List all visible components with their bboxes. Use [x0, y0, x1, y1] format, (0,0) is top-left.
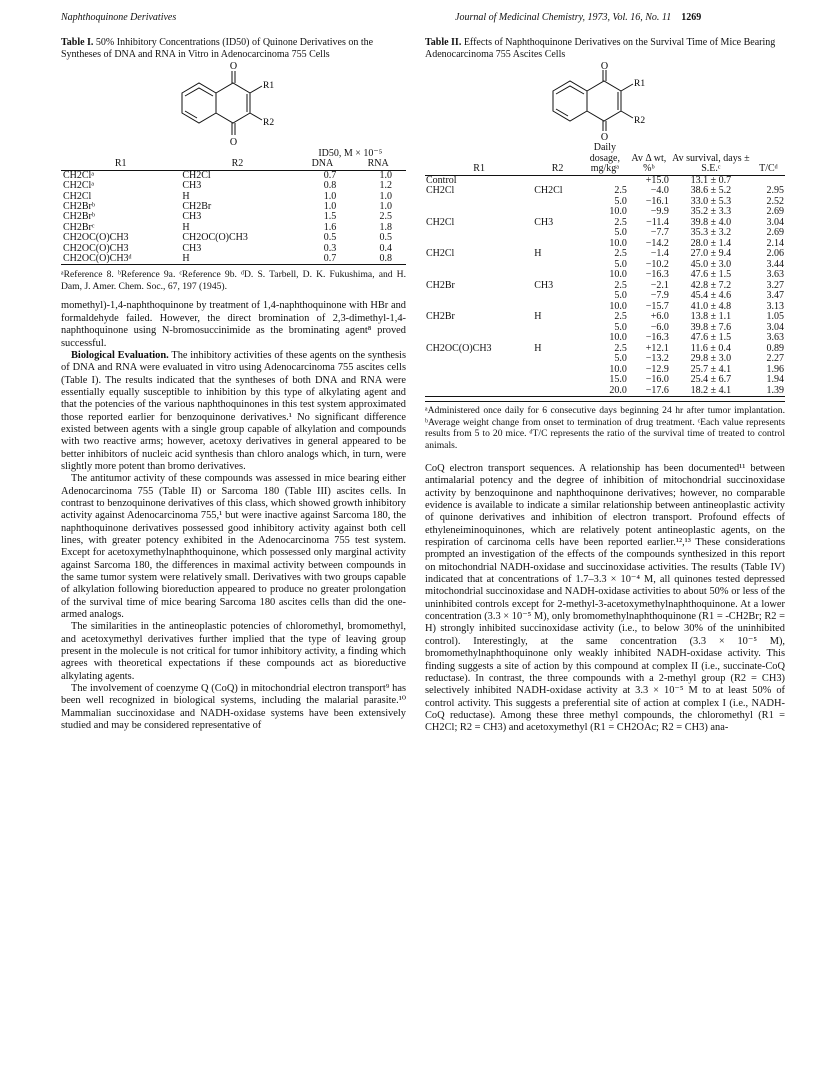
cell-r1	[425, 333, 533, 344]
table2-body	[425, 175, 785, 397]
cell-weight: −7.7	[650, 227, 669, 238]
cell-r2: CH2Cl	[182, 169, 211, 181]
cell-r1: Control	[426, 174, 457, 186]
cell-dosage: 20.0	[609, 384, 627, 396]
cell-survival: 13.8 ± 1.1	[690, 311, 732, 322]
cell-weight: −16.3	[645, 269, 669, 280]
cell-dna: 0.7	[323, 253, 337, 265]
cell-dosage: 2.5	[614, 342, 627, 354]
cell-r2: H	[534, 248, 542, 259]
table-row	[425, 249, 785, 260]
cell-r1	[425, 291, 533, 302]
table1-title: 50% Inhibitory Concentrations (ID50) of Quinone Derivatives on the Syntheses of DNA and RNA in Vitro in Adenocarcinoma 755 Cells	[61, 37, 374, 60]
cell-survival: 33.0 ± 5.3	[690, 195, 732, 207]
cell-r2	[533, 291, 582, 302]
cell-survival: 38.6 ± 5.2	[690, 185, 732, 196]
table-row	[425, 302, 785, 313]
cell-r1	[425, 197, 533, 208]
table1	[61, 149, 406, 265]
cell-weight: −9.9	[650, 206, 669, 217]
cell-tc: 3.27	[766, 279, 784, 291]
cell-weight: −4.0	[650, 185, 669, 196]
cell-dosage: 10.0	[609, 269, 627, 280]
cell-weight: −2.1	[650, 279, 669, 291]
cell-weight: −16.0	[645, 374, 669, 385]
running-header-left: Naphthoquinone Derivatives	[61, 12, 177, 23]
cell-r2	[533, 365, 582, 376]
cell-r1	[425, 386, 533, 397]
table-row	[425, 312, 785, 323]
oxygen-bottom-label: O	[229, 137, 237, 147]
cell-weight: −14.2	[645, 237, 669, 249]
cell-tc: 1.96	[766, 363, 784, 375]
cell-dosage: 10.0	[609, 332, 627, 343]
cell-tc: 3.63	[766, 269, 784, 280]
table2	[425, 143, 785, 397]
cell-dna: 1.0	[323, 201, 337, 213]
r2-label: R2	[634, 116, 646, 126]
cell-tc: 1.39	[766, 384, 784, 396]
cell-survival: 39.8 ± 4.0	[690, 216, 732, 228]
table-row	[425, 260, 785, 271]
cell-rna: 0.4	[379, 242, 392, 254]
cell-tc: 1.94	[766, 374, 784, 385]
cell-r1	[425, 375, 533, 386]
table-row	[425, 386, 785, 397]
cell-r2: CH3	[182, 242, 202, 254]
cell-survival: 42.8 ± 7.2	[690, 279, 732, 291]
cell-tc: 3.44	[766, 258, 784, 270]
cell-tc: 0.89	[766, 342, 784, 354]
cell-dosage: 5.0	[614, 195, 627, 207]
oxygen-bottom-label: O	[600, 132, 609, 141]
cell-r1: CH2Brᵇ	[63, 201, 95, 213]
table-row	[425, 281, 785, 292]
table2-caption	[425, 37, 785, 61]
cell-tc: 3.47	[766, 290, 784, 301]
cell-r1: CH2Cl	[426, 248, 455, 259]
cell-survival: 45.0 ± 3.0	[690, 258, 732, 270]
cell-r1: CH2Cl	[426, 185, 455, 196]
cell-dosage: 5.0	[614, 258, 627, 270]
cell-r1: CH2Brᶜ	[63, 221, 95, 233]
table1-col-dna: DNA	[311, 158, 334, 170]
table2-col-tc: T/Cᵈ	[759, 163, 778, 174]
cell-r2: CH2OC(O)CH3	[182, 232, 248, 244]
cell-r1: CH2Cl	[63, 190, 92, 202]
cell-dosage: 2.5	[614, 216, 627, 228]
cell-rna: 1.2	[379, 180, 392, 192]
left-column	[61, 37, 406, 733]
left-body-text	[61, 300, 406, 732]
table-row	[425, 375, 785, 386]
table2-col-r2: R2	[551, 163, 564, 174]
oxygen-top-label: O	[229, 61, 237, 72]
paragraph: CoQ electron transport sequences. A relationship has been documented¹¹ between antimalarial potency and the degree of inhibition of mitochondrial succinoxidase activity by benzoquinone and naphthoquinone derivatives; however, no comparable evidence is available to indicate a similar relationship between antineoplastic activity of quinone derivatives and inhibition of electron transport. Profound effects of ethyleneiminoquinones, which are relatively potent antineoplastic agents, on the respiration of carcinoma cells have been reported earlier.¹²,¹³ These considerations prompted an investigation of the effects of the compounds synthesized in this report on mitochondrial NADH-oxidase and succinoxidase activities. The results (Table IV) indicated that at concentrations of 1.7–3.3 × 10⁻⁴ M, all quinones tested depressed mitochondrial succinoxidase and NADH-oxidase activities to about 50% or less of the uninhibited controls except for 2-methyl-3-acetoxymethylnaphthoquinone. At a lower concentration (3.3 × 10⁻⁵ M), only bromomethylnaphthoquinone (R1 = -CH2Br; R2 = H) strongly inhibited succinoxidase activity (i.e., to below 30% of the uninhibited control). Interestingly, at the same concentration (3.3 × 10⁻⁵ M), bromomethylnaphthoquinone only weakly inhibited NADH-oxidase activity. This finding suggests a site of action by this compound at complex II (i.e., succinate-CoQ reductase). In contrast, the three compounds with a 2-methyl group (R2 = CH3) selectively inhibited NADH-oxidase activity at 3.3 × 10⁻⁵ M to at least 50% of control activity. This suggests a preferential site of action at complex I (i.e., NADH-CoQ reductase). Among these three methyl compounds, the chloromethyl (R1 = CH2Cl; R2 = CH3) and acetoxymethyl (R1 = CH2OAc; R2 = CH3) ana-	[425, 463, 785, 734]
cell-r2: CH3	[534, 279, 554, 291]
table-row	[425, 291, 785, 302]
cell-tc: 2.27	[766, 353, 784, 364]
cell-dna: 0.7	[323, 169, 337, 181]
cell-survival: 25.4 ± 6.7	[690, 374, 732, 385]
cell-dosage: 10.0	[609, 237, 627, 249]
table1-col-r1: R1	[114, 158, 127, 170]
cell-r2: CH3	[182, 180, 202, 192]
cell-tc: 2.95	[766, 185, 784, 196]
table-row	[425, 207, 785, 218]
cell-dna: 0.5	[323, 232, 337, 244]
cell-dna: 0.3	[323, 242, 337, 254]
cell-r2	[533, 270, 582, 281]
oxygen-top-label: O	[600, 61, 609, 72]
cell-tc: 3.13	[766, 300, 784, 312]
table-row	[425, 228, 785, 239]
cell-rna: 1.0	[379, 201, 392, 213]
paragraph: The antitumor activity of these compounds was assessed in mice bearing either Adenocarcinoma 755 (Table II) or Sarcoma 180 (Table III) ascites cells. In contrast to benzoquinone derivatives of this class, which showed growth inhibitory activity against Adenocarcinoma 755,¹ but were inactive against Sarcoma 180, the naphthoquinone derivatives possessed good inhibitory activity against both cell lines, with greater potency exhibited in the Adenocarcinoma 755 test system. Except for acetoxymethylnaphthoquinone, which possessed only marginal activity against Sarcoma 180, the differences in maximal activity between compounds in the same tumor system were relatively small. Derivatives with two groups capable of alkylation following bioreduction appeared to produce no greater prolongation of the survival time of mice bearing Sarcoma 180 ascites cells than did the one-armed analogs.	[61, 473, 406, 621]
r1-label: R1	[262, 81, 274, 91]
cell-dna: 0.8	[323, 180, 337, 192]
cell-r2: H	[534, 311, 542, 322]
table-row	[425, 333, 785, 344]
cell-r1	[425, 270, 533, 281]
paragraph: momethyl)-1,4-naphthoquinone by treatment of 1,4-naphthoquinone with HBr and formaldehyde failed. However, the direct bromination of 2,3-dimethyl-1,4-naphthoquinone using N-bromosuccinimide as the brominating agent⁸ proved successful.	[61, 300, 406, 349]
table-row	[425, 365, 785, 376]
table1-label: Table I.	[61, 37, 94, 48]
table-row	[61, 202, 406, 212]
naphthoquinone-structure	[144, 61, 324, 147]
table-row	[425, 344, 785, 355]
paragraph	[61, 350, 406, 473]
cell-r1	[425, 207, 533, 218]
cell-tc: 3.04	[766, 321, 784, 333]
table-row	[425, 323, 785, 334]
cell-weight: +15.0	[645, 174, 669, 186]
table-row	[425, 270, 785, 281]
cell-r2: CH3	[182, 211, 202, 223]
table-row	[425, 239, 785, 250]
cell-weight: −15.7	[645, 300, 669, 312]
table2-col-weight: Av Δ wt, %ᵇ	[631, 152, 667, 174]
cell-tc: 2.52	[766, 195, 784, 207]
cell-dosage: 5.0	[614, 227, 627, 238]
cell-rna: 1.8	[379, 221, 392, 233]
right-column	[425, 37, 785, 735]
cell-r2: CH2Br	[182, 201, 212, 213]
paragraph-text: The inhibitory activities of these agents on the synthesis of DNA and RNA were evaluated in vitro using Adenocarcinoma 755 ascites cells (Table I). The results indicated that the syntheses of both DNA and RNA were essentially equally susceptible to inhibition by this type of alkylating agent and that the potencies of the various naphthoquinones in this test system approximated those reported earlier for benzoquinone derivatives.¹ No significant difference existed between agents with a single group capable of alkylation and compounds with two reactive arms; however, acetoxy derivatives in general appeared to be better inhibitors of nucleic acid synthesis than chloro analogs which, in turn, were slightly more potent than bromo derivatives.	[61, 349, 406, 472]
cell-survival: 11.6 ± 0.4	[690, 342, 731, 354]
cell-rna: 0.8	[379, 253, 392, 265]
cell-tc: 3.63	[766, 332, 784, 343]
table2-title: Effects of Naphthoquinone Derivatives on the Survival Time of Mice Bearing Adenocarcinoma 755 Ascites Cells	[425, 37, 776, 60]
table-row	[425, 175, 785, 186]
cell-dosage: 5.0	[614, 290, 627, 301]
cell-survival: 28.0 ± 1.4	[690, 237, 732, 249]
table1-footnote: ᵃReference 8. ᵇReference 9a. ᶜReference 9b. ᵈD. S. Tarbell, D. K. Fukushima, and H. Dam, J. Amer. Chem. Soc., 67, 197 (1945).	[61, 269, 406, 292]
cell-r2	[533, 207, 582, 218]
cell-r1	[425, 323, 533, 334]
r1-label: R1	[634, 79, 646, 89]
cell-rna: 2.5	[379, 211, 392, 223]
cell-r1: CH2OC(O)CH3	[63, 232, 129, 244]
section-heading: Biological Evaluation.	[71, 349, 169, 361]
table2-col-survival: Av survival, days ± S.E.ᶜ	[672, 152, 750, 174]
cell-r1: CH2OC(O)CH3	[426, 342, 492, 354]
cell-r1: CH2Clᵃ	[63, 169, 95, 181]
r2-label: R2	[262, 118, 274, 128]
table-row	[61, 181, 406, 191]
page-number: 1269	[681, 12, 702, 23]
cell-dosage: 2.5	[614, 248, 627, 259]
cell-r1	[425, 260, 533, 271]
table-row	[61, 170, 406, 181]
cell-weight: −17.6	[645, 384, 669, 396]
cell-weight: −1.4	[650, 248, 669, 259]
cell-survival: 47.6 ± 1.5	[690, 332, 732, 343]
table1-group-header: ID50, M × 10⁻⁵	[318, 148, 383, 159]
paragraph: The involvement of coenzyme Q (CoQ) in mitochondrial electron transport⁹ has been well recognized in biological systems, including the malarial parasite.¹⁰ Mammalian succinoxidase and NADH-oxidase systems have been extensively studied and may be considered representative of	[61, 683, 406, 732]
cell-r2: H	[182, 221, 190, 233]
table1-caption	[61, 37, 406, 61]
cell-rna: 1.0	[379, 190, 392, 202]
cell-r2	[533, 197, 582, 208]
table1-col-rna: RNA	[367, 158, 389, 170]
cell-tc: 1.05	[766, 311, 784, 322]
cell-survival: 35.3 ± 3.2	[690, 227, 732, 238]
cell-r2	[533, 228, 582, 239]
running-header-right	[455, 12, 701, 23]
table-row	[61, 192, 406, 202]
naphthoquinone-structure	[515, 61, 695, 141]
cell-r2: H	[182, 253, 190, 265]
cell-tc: 2.69	[766, 227, 784, 238]
cell-survival: 35.2 ± 3.3	[690, 206, 732, 217]
cell-r2	[533, 375, 582, 386]
cell-survival: 29.8 ± 3.0	[690, 353, 732, 364]
table-row	[425, 186, 785, 197]
cell-survival: 13.1 ± 0.7	[690, 174, 732, 186]
cell-dosage: 10.0	[609, 363, 627, 375]
cell-dosage: 10.0	[609, 206, 627, 217]
table1-col-r2: R2	[231, 158, 244, 170]
cell-r1: CH2Brᵇ	[63, 211, 95, 223]
cell-r2	[533, 333, 582, 344]
cell-r2: CH2Cl	[534, 185, 563, 196]
cell-survival: 25.7 ± 4.1	[690, 363, 732, 375]
cell-tc: 3.04	[766, 216, 784, 228]
table-row	[425, 218, 785, 229]
cell-dna: 1.5	[323, 211, 337, 223]
table-row	[425, 354, 785, 365]
cell-survival: 18.2 ± 4.1	[690, 384, 732, 396]
table2-col-r1: R1	[473, 163, 485, 174]
cell-weight: −11.4	[646, 216, 669, 228]
cell-survival: 47.6 ± 1.5	[690, 269, 732, 280]
table2-col-dosage: Daily dosage, mg/kgᵃ	[589, 142, 620, 174]
cell-r1: CH2OC(O)CH3	[63, 242, 129, 254]
journal-citation: Journal of Medicinal Chemistry, 1973, Vol. 16, No. 11	[455, 12, 672, 23]
cell-r2	[533, 386, 582, 397]
cell-survival: 39.8 ± 7.6	[690, 321, 732, 333]
cell-r2: H	[534, 342, 542, 354]
cell-tc: 2.69	[766, 206, 784, 217]
cell-dosage: 2.5	[614, 185, 627, 196]
cell-weight: −6.0	[650, 321, 669, 333]
cell-r1	[425, 354, 533, 365]
cell-r1: CH2OC(O)CH3ᵈ	[63, 253, 132, 265]
cell-r2	[533, 354, 582, 365]
cell-dosage: 2.5	[614, 279, 627, 291]
cell-dosage: 5.0	[614, 353, 627, 364]
right-body-text	[425, 463, 785, 735]
cell-weight: −7.9	[650, 290, 669, 301]
cell-survival: 41.0 ± 4.8	[690, 300, 732, 312]
table-row	[61, 212, 406, 222]
cell-r1: CH2Br	[426, 279, 455, 291]
cell-dosage: 2.5	[614, 311, 627, 322]
cell-weight: −16.3	[645, 332, 669, 343]
cell-weight: −12.9	[645, 363, 669, 375]
table2-footnote: ᵃAdministered once daily for 6 consecutive days beginning 24 hr after tumor implantation. ᵇAverage weight change from onset to termination of drug treatment. ᶜEach value represents results from 5 to 20 mice. ᵈT/C represents the ratio of the survival time of treated to control animals.	[425, 401, 785, 451]
cell-rna: 1.0	[379, 169, 392, 181]
cell-dosage: 5.0	[614, 321, 627, 333]
cell-tc: 2.06	[766, 248, 784, 259]
cell-r1	[425, 228, 533, 239]
table2-label: Table II.	[425, 37, 462, 48]
table-row	[61, 254, 406, 265]
cell-r1: CH2Br	[426, 311, 455, 322]
cell-dosage: 10.0	[609, 300, 627, 312]
cell-weight: +12.1	[645, 342, 669, 354]
cell-tc: 2.14	[766, 237, 784, 249]
cell-r2	[533, 323, 582, 334]
cell-rna: 0.5	[379, 232, 392, 244]
cell-survival: 45.4 ± 4.6	[690, 290, 732, 301]
cell-weight: −10.2	[645, 258, 669, 270]
cell-r1	[425, 365, 533, 376]
cell-dna: 1.6	[323, 221, 337, 233]
cell-r2	[533, 260, 582, 271]
cell-r1: CH2Cl	[426, 216, 455, 228]
cell-weight: +6.0	[650, 311, 669, 322]
cell-dosage: 15.0	[609, 374, 627, 385]
cell-r1: CH2Clᵃ	[63, 180, 95, 192]
cell-weight: −13.2	[645, 353, 669, 364]
cell-survival: 27.0 ± 9.4	[690, 248, 732, 259]
table-row	[425, 197, 785, 208]
cell-weight: −16.1	[645, 195, 669, 207]
paragraph: The similarities in the antineoplastic potencies of chloromethyl, bromomethyl, and acetoxymethyl derivatives further implied that the type of leaving group present in the molecule is not critical for tumor inhibitory activity, a finding which agrees with theoretical expectations if these compounds act as bioreductive alkylating agents.	[61, 621, 406, 682]
cell-r2: H	[182, 190, 190, 202]
cell-dna: 1.0	[323, 190, 337, 202]
cell-r2: CH3	[534, 216, 554, 228]
